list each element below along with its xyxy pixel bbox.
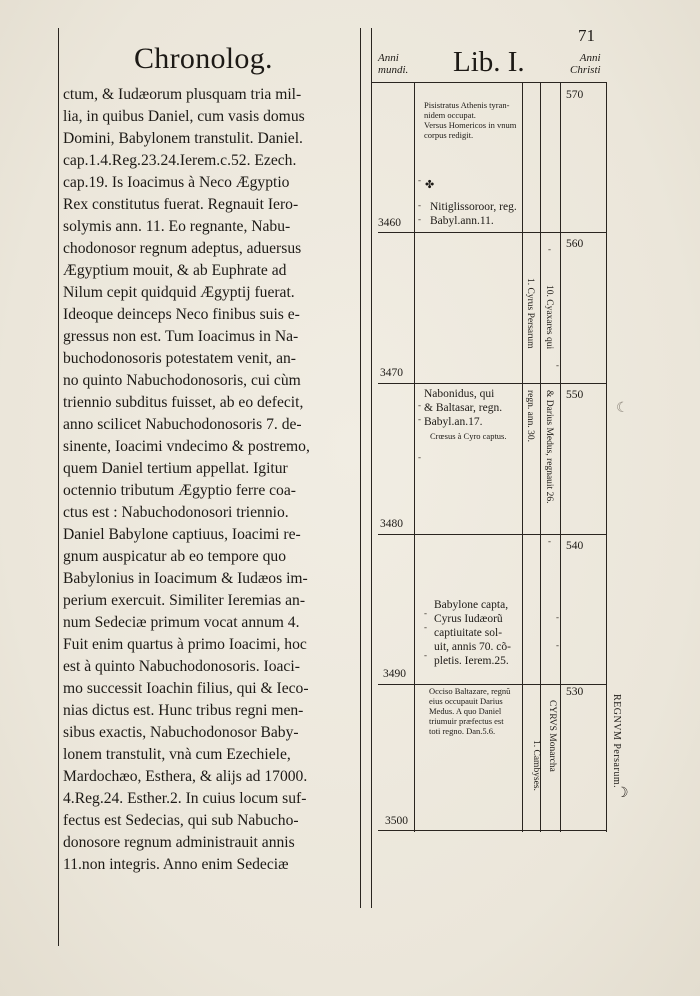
note-line: Pisistratus Athenis tyran- — [424, 100, 510, 110]
text-line: anno scilicet Nabuchodonosoris 7. de- — [63, 416, 302, 433]
anni-mundi-year: 3470 — [380, 367, 403, 379]
text-line: lia, in quibus Daniel, cum vasis domus — [63, 108, 305, 125]
chronicle-note — [429, 686, 510, 736]
reign-vertical: 1. Cyrus Persarum — [525, 278, 535, 349]
entry-line: pletis. Ierem.25. — [434, 655, 509, 667]
row-rule — [378, 383, 607, 384]
text-line: gnum auspicatur ab eo tempore quo — [63, 548, 287, 565]
entry-line: & Baltasar, regn. — [424, 402, 503, 414]
text-line: quem Daniel tertium appellat. Igitur — [63, 460, 288, 477]
text-line: donosore regnum administrauit annis — [63, 834, 295, 851]
header-anni-mundi-line1: Anni — [378, 52, 399, 64]
header-anni-mundi — [378, 52, 408, 76]
moon-mark-icon: ☽ — [616, 786, 629, 801]
row-rule — [378, 830, 607, 831]
text-line: Nilum cepit quidquid Ægyptij fuerat. — [63, 284, 295, 301]
anni-mundi-year: 3480 — [380, 518, 403, 530]
running-head: Chronolog. — [134, 42, 273, 75]
text-line: no quinto Nabuchodonosoris, cui cùm — [63, 372, 301, 389]
header-anni-christi-line1: Anni — [579, 52, 601, 64]
dash-mark: - — [418, 400, 421, 410]
note-line: Occiso Baltazare, regnũ — [429, 686, 511, 696]
text-line: est à quinto Nabuchodonosoris. Ioaci- — [63, 658, 300, 675]
dash-mark: - — [556, 612, 559, 622]
dash-mark: - — [418, 214, 421, 224]
note-line: Medus. A quo Daniel — [429, 706, 502, 716]
text-line: solymis ann. 11. Eo regnante, Nabu- — [63, 218, 291, 235]
text-line: Ægyptium mouit, & ab Euphrate ad — [63, 262, 287, 279]
dash-mark: - — [556, 640, 559, 650]
text-line: ctus est : Nabuchodonosori triennio. — [63, 504, 289, 521]
column-rule-1 — [414, 82, 415, 832]
page-number: 71 — [578, 26, 595, 45]
main-text — [63, 84, 353, 876]
text-line: Mardochæo, Esthera, & alijs ad 17000. — [63, 768, 308, 785]
column-rule-2 — [522, 82, 523, 832]
text-line: Daniel Babylone captiuus, Ioacimi re- — [63, 526, 301, 543]
anni-mundi-year: 3500 — [385, 815, 408, 827]
entry-line: captiuitate sol- — [434, 627, 503, 639]
anni-christi-year: 550 — [566, 389, 584, 401]
note-line: eius occupauit Darius — [429, 696, 503, 706]
moon-mark-icon: ☾ — [616, 401, 629, 416]
reign-vertical: 10. Cyaxares qui — [544, 285, 554, 350]
anni-mundi-year: 3460 — [378, 217, 401, 229]
chronicle-note — [424, 100, 516, 140]
text-line: octennio tributum Ægyptio ferre coa- — [63, 482, 296, 499]
text-line: sinente, Ioacimi vndecimo & postremo, — [63, 438, 310, 455]
text-line: gressus non est. Tum Ioacimus in Na- — [63, 328, 299, 345]
note-line: nidem occupat. — [424, 110, 476, 120]
text-line: Babylonius in Ioacimum & Iudæos im- — [63, 570, 308, 587]
text-line: Rex constitutus fuerat. Regnauit Iero- — [63, 196, 299, 213]
chronicle-entry — [434, 598, 511, 668]
book-heading: Lib. I. — [453, 46, 525, 78]
dash-mark: - — [548, 244, 551, 254]
text-line: sibus exactis, Nabuchodonosor Baby- — [63, 724, 299, 741]
table-right-rule — [606, 82, 607, 832]
reign-vertical: 1. Cambyses. — [531, 740, 541, 791]
dash-mark: - — [424, 622, 427, 632]
text-line: Domini, Babylonem transtulit. Daniel. — [63, 130, 303, 147]
entry-line: Babylone capta, — [434, 599, 509, 611]
note-line: Versus Homericos in vnum — [424, 120, 517, 130]
entry-line: Cyrus Iudæorũ — [434, 613, 503, 625]
text-line: nias dictus est. Hunc tribus regni men- — [63, 702, 304, 719]
chronicle-note: Crœsus à Cyro captus. — [430, 431, 507, 441]
entry-line: Nitiglissoroor, reg. — [430, 201, 517, 213]
text-line: ctum, & Iudæorum plusquam tria mil- — [63, 86, 302, 103]
text-line: mo successit Ioachin filius, qui & Ieco- — [63, 680, 309, 697]
chronicle-entry — [424, 387, 502, 429]
dash-mark: - — [548, 536, 551, 546]
anni-mundi-year: 3490 — [383, 668, 406, 680]
text-line: num Sedeciæ primum vocat annum 4. — [63, 614, 300, 631]
entry-line: Babyl.an.17. — [424, 416, 483, 428]
header-anni-mundi-line2: mundi. — [378, 64, 409, 76]
gutter-rule-right — [371, 28, 372, 908]
chronicle-entry — [430, 200, 517, 228]
dash-mark: - — [424, 650, 427, 660]
entry-line: uit, annis 70. cõ- — [434, 641, 511, 653]
margin-note: REGNVM Persarum. — [611, 694, 622, 789]
dash-mark: - — [424, 608, 427, 618]
gutter-rule-left — [360, 28, 361, 908]
column-rule-3 — [540, 82, 541, 832]
entry-line: Babyl.ann.11. — [430, 215, 494, 227]
entry-line: Nabonidus, qui — [424, 388, 495, 400]
dash-mark: - — [418, 414, 421, 424]
left-page-rule — [58, 28, 59, 946]
text-line: fectus est Sedecias, qui sub Nabucho- — [63, 812, 299, 829]
text-line: lonem transtulit, vnà cum Ezechiele, — [63, 746, 291, 763]
note-line: corpus redigit. — [424, 130, 474, 140]
dash-mark: - — [418, 175, 421, 185]
text-line: Ideoque deinceps Neco finibus suis e- — [63, 306, 300, 323]
text-line: buchodonosoris potestatem venit, an- — [63, 350, 296, 367]
text-line: perium exercuit. Similiter Ieremias an- — [63, 592, 306, 609]
reign-vertical: regn. ann. 30. — [525, 390, 535, 442]
anni-christi-year: 530 — [566, 686, 584, 698]
column-rule-4 — [560, 82, 561, 832]
dash-mark: - — [418, 452, 421, 462]
note-line: triumuir præfectus est — [429, 716, 504, 726]
row-rule — [378, 534, 607, 535]
text-line: 4.Reg.24. Esther.2. In cuius locum suf- — [63, 790, 307, 807]
reign-vertical: CYRVS Monarcha — [547, 700, 557, 772]
header-anni-christi — [570, 52, 601, 76]
text-line: cap.1.4.Reg.23.24.Ierem.c.52. Ezech. — [63, 152, 297, 169]
text-line: 11.non integris. Anno enim Sedeciæ — [63, 856, 289, 873]
dash-mark: - — [556, 360, 559, 370]
row-rule — [378, 232, 607, 233]
text-line: Fuit enim quartus à primo Ioacimi, hoc — [63, 636, 307, 653]
anni-christi-year: 560 — [566, 238, 584, 250]
reign-vertical: & Darius Medus, regnauit 26. — [544, 390, 554, 504]
header-anni-christi-line2: Christi — [570, 64, 601, 76]
text-line: chodonosor regnum adeptus, aduersus — [63, 240, 302, 257]
anni-christi-year: 570 — [566, 89, 584, 101]
text-line: triennio subditus fuisset, ab eo defecit, — [63, 394, 304, 411]
text-line: cap.19. Is Ioacimus à Neco Ægyptio — [63, 174, 290, 191]
anni-christi-year: 540 — [566, 540, 584, 552]
fleuron-icon: ✤ — [425, 179, 435, 191]
dash-mark: - — [418, 200, 421, 210]
table-top-rule — [371, 82, 607, 83]
note-line: toti regno. Dan.5.6. — [429, 726, 496, 736]
